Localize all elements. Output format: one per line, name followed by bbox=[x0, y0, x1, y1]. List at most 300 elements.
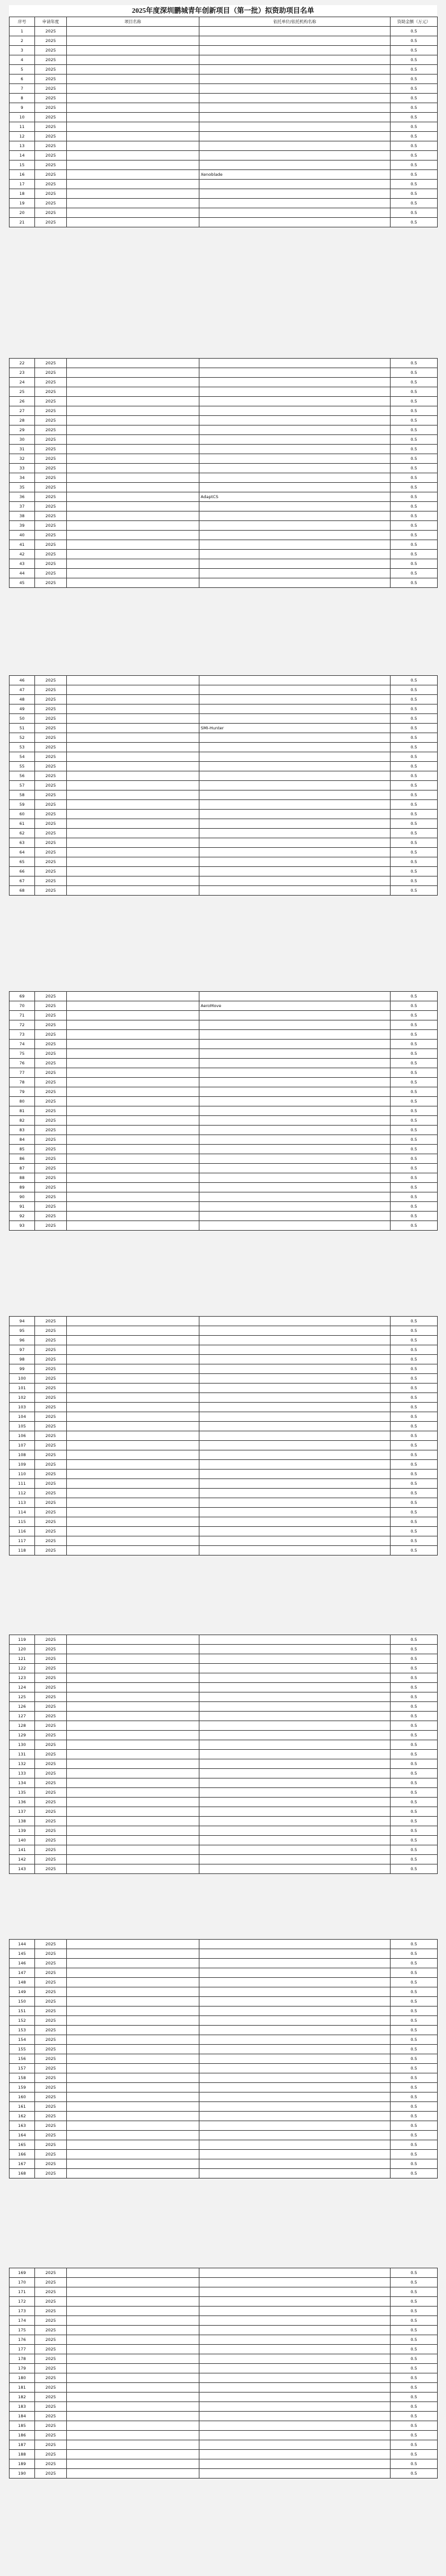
table-row bbox=[10, 705, 438, 714]
cell-amount: 0.5 bbox=[391, 1164, 438, 1173]
table-row bbox=[10, 819, 438, 829]
cell-index: 9 bbox=[10, 103, 35, 113]
cell-index: 21 bbox=[10, 218, 35, 227]
cell-index: 48 bbox=[10, 695, 35, 705]
table-row bbox=[10, 36, 438, 46]
cell-year: 2025 bbox=[35, 1460, 67, 1470]
cell-index: 157 bbox=[10, 2064, 35, 2073]
cell-amount: 0.5 bbox=[391, 877, 438, 886]
table-row bbox=[10, 1978, 438, 1987]
cell-year: 2025 bbox=[35, 368, 67, 378]
table-row bbox=[10, 483, 438, 492]
table-row bbox=[10, 800, 438, 810]
cell-amount: 0.5 bbox=[391, 2440, 438, 2450]
cell-project-name bbox=[67, 2431, 199, 2440]
cell-index: 181 bbox=[10, 2383, 35, 2393]
cell-amount: 0.5 bbox=[391, 2016, 438, 2026]
cell-project-name bbox=[67, 1431, 199, 1441]
cell-index: 23 bbox=[10, 368, 35, 378]
cell-amount: 0.5 bbox=[391, 1374, 438, 1384]
cell-amount: 0.5 bbox=[391, 1845, 438, 1855]
cell-year: 2025 bbox=[35, 540, 67, 550]
cell-year: 2025 bbox=[35, 180, 67, 189]
cell-amount: 0.5 bbox=[391, 502, 438, 512]
cell-amount: 0.5 bbox=[391, 752, 438, 762]
cell-year: 2025 bbox=[35, 2326, 67, 2335]
cell-institution bbox=[199, 1740, 391, 1750]
cell-project-name bbox=[67, 2373, 199, 2383]
cell-amount: 0.5 bbox=[391, 992, 438, 1001]
cell-year: 2025 bbox=[35, 2287, 67, 2297]
cell-index: 151 bbox=[10, 2007, 35, 2016]
cell-index: 64 bbox=[10, 848, 35, 857]
table-row bbox=[10, 1864, 438, 1874]
cell-index: 97 bbox=[10, 1345, 35, 1355]
cell-amount: 0.5 bbox=[391, 2112, 438, 2121]
cell-index: 185 bbox=[10, 2421, 35, 2431]
cell-amount: 0.5 bbox=[391, 2268, 438, 2278]
cell-index: 59 bbox=[10, 800, 35, 810]
cell-amount: 0.5 bbox=[391, 1097, 438, 1106]
cell-amount: 0.5 bbox=[391, 800, 438, 810]
cell-index: 131 bbox=[10, 1750, 35, 1759]
table-row bbox=[10, 1164, 438, 1173]
table-row bbox=[10, 2469, 438, 2479]
cell-year: 2025 bbox=[35, 473, 67, 483]
cell-project-name bbox=[67, 1049, 199, 1059]
cell-institution bbox=[199, 464, 391, 473]
cell-institution bbox=[199, 416, 391, 426]
cell-year: 2025 bbox=[35, 1326, 67, 1336]
cell-year: 2025 bbox=[35, 1412, 67, 1422]
cell-year: 2025 bbox=[35, 1836, 67, 1845]
cell-project-name bbox=[67, 2159, 199, 2169]
cell-year: 2025 bbox=[35, 569, 67, 578]
cell-institution bbox=[199, 2268, 391, 2278]
cell-index: 79 bbox=[10, 1087, 35, 1097]
cell-index: 44 bbox=[10, 569, 35, 578]
cell-project-name bbox=[67, 559, 199, 569]
table-row bbox=[10, 676, 438, 685]
table-row bbox=[10, 512, 438, 521]
cell-amount: 0.5 bbox=[391, 2459, 438, 2469]
cell-index: 47 bbox=[10, 685, 35, 695]
cell-institution bbox=[199, 1078, 391, 1087]
cell-index: 113 bbox=[10, 1498, 35, 1508]
cell-institution bbox=[199, 1154, 391, 1164]
cell-index: 130 bbox=[10, 1740, 35, 1750]
cell-year: 2025 bbox=[35, 724, 67, 733]
cell-index: 121 bbox=[10, 1654, 35, 1664]
cell-index: 101 bbox=[10, 1384, 35, 1393]
cell-index: 170 bbox=[10, 2278, 35, 2287]
cell-project-name bbox=[67, 2035, 199, 2045]
cell-project-name bbox=[67, 1011, 199, 1020]
cell-index: 40 bbox=[10, 531, 35, 540]
table-row bbox=[10, 1664, 438, 1673]
table-row bbox=[10, 752, 438, 762]
cell-amount: 0.5 bbox=[391, 2421, 438, 2431]
cell-index: 106 bbox=[10, 1431, 35, 1441]
cell-institution bbox=[199, 1040, 391, 1049]
cell-index: 6 bbox=[10, 75, 35, 84]
cell-amount: 0.5 bbox=[391, 1750, 438, 1759]
cell-project-name bbox=[67, 1997, 199, 2007]
cell-project-name bbox=[67, 848, 199, 857]
cell-index: 154 bbox=[10, 2035, 35, 2045]
cell-project-name bbox=[67, 161, 199, 170]
table-row bbox=[10, 2393, 438, 2402]
cell-amount: 0.5 bbox=[391, 1664, 438, 1673]
cell-project-name bbox=[67, 2278, 199, 2287]
cell-year: 2025 bbox=[35, 1517, 67, 1527]
cell-amount: 0.5 bbox=[391, 1498, 438, 1508]
cell-index: 171 bbox=[10, 2287, 35, 2297]
cell-institution bbox=[199, 2140, 391, 2150]
cell-amount: 0.5 bbox=[391, 1403, 438, 1412]
cell-amount: 0.5 bbox=[391, 2093, 438, 2102]
cell-institution bbox=[199, 1498, 391, 1508]
table-row bbox=[10, 2326, 438, 2335]
cell-amount: 0.5 bbox=[391, 1221, 438, 1231]
cell-index: 107 bbox=[10, 1441, 35, 1450]
cell-index: 1 bbox=[10, 27, 35, 36]
cell-institution bbox=[199, 1173, 391, 1183]
cell-year: 2025 bbox=[35, 1645, 67, 1654]
cell-project-name bbox=[67, 2450, 199, 2459]
cell-amount: 0.5 bbox=[391, 368, 438, 378]
cell-amount: 0.5 bbox=[391, 2431, 438, 2440]
cell-index: 3 bbox=[10, 46, 35, 55]
table-row bbox=[10, 1527, 438, 1536]
cell-project-name bbox=[67, 1030, 199, 1040]
cell-year: 2025 bbox=[35, 378, 67, 387]
cell-index: 134 bbox=[10, 1778, 35, 1788]
cell-amount: 0.5 bbox=[391, 1412, 438, 1422]
cell-year: 2025 bbox=[35, 189, 67, 199]
cell-amount: 0.5 bbox=[391, 122, 438, 132]
table-row bbox=[10, 724, 438, 733]
cell-year: 2025 bbox=[35, 1374, 67, 1384]
cell-project-name bbox=[67, 791, 199, 800]
cell-institution bbox=[199, 1097, 391, 1106]
header-index: 序号 bbox=[10, 17, 35, 27]
cell-project-name bbox=[67, 1845, 199, 1855]
cell-year: 2025 bbox=[35, 2335, 67, 2345]
table-row bbox=[10, 2335, 438, 2345]
cell-amount: 0.5 bbox=[391, 791, 438, 800]
table-row bbox=[10, 199, 438, 208]
cell-project-name bbox=[67, 2169, 199, 2179]
cell-institution bbox=[199, 1673, 391, 1683]
cell-institution bbox=[199, 2297, 391, 2307]
cell-institution bbox=[199, 1645, 391, 1654]
cell-index: 84 bbox=[10, 1135, 35, 1145]
cell-year: 2025 bbox=[35, 1059, 67, 1068]
table-row bbox=[10, 1654, 438, 1664]
table-row bbox=[10, 1683, 438, 1692]
cell-project-name bbox=[67, 1546, 199, 1556]
cell-index: 111 bbox=[10, 1479, 35, 1489]
cell-index: 147 bbox=[10, 1968, 35, 1978]
cell-index: 120 bbox=[10, 1645, 35, 1654]
cell-project-name bbox=[67, 1001, 199, 1011]
cell-amount: 0.5 bbox=[391, 1326, 438, 1336]
cell-index: 102 bbox=[10, 1393, 35, 1403]
cell-project-name bbox=[67, 1059, 199, 1068]
cell-institution bbox=[199, 1450, 391, 1460]
cell-year: 2025 bbox=[35, 1817, 67, 1826]
cell-amount: 0.5 bbox=[391, 208, 438, 218]
cell-index: 165 bbox=[10, 2140, 35, 2150]
cell-institution bbox=[199, 1431, 391, 1441]
cell-index: 66 bbox=[10, 867, 35, 877]
cell-amount: 0.5 bbox=[391, 55, 438, 65]
cell-index: 135 bbox=[10, 1788, 35, 1798]
cell-year: 2025 bbox=[35, 1855, 67, 1864]
cell-index: 117 bbox=[10, 1536, 35, 1546]
cell-index: 76 bbox=[10, 1059, 35, 1068]
cell-institution bbox=[199, 800, 391, 810]
funding-table bbox=[9, 1939, 438, 2179]
cell-amount: 0.5 bbox=[391, 359, 438, 368]
funding-table bbox=[9, 2268, 438, 2479]
cell-index: 82 bbox=[10, 1116, 35, 1126]
cell-project-name bbox=[67, 1635, 199, 1645]
cell-institution bbox=[199, 1949, 391, 1959]
funding-table bbox=[9, 675, 438, 896]
cell-amount: 0.5 bbox=[391, 1769, 438, 1778]
cell-index: 58 bbox=[10, 791, 35, 800]
document-title: 2025年度深圳鹏城青年创新项目（第一批）拟资助项目名单 bbox=[132, 7, 314, 15]
cell-index: 137 bbox=[10, 1807, 35, 1817]
cell-institution bbox=[199, 1412, 391, 1422]
cell-project-name bbox=[67, 1759, 199, 1769]
cell-institution bbox=[199, 1508, 391, 1517]
table-row bbox=[10, 2278, 438, 2287]
cell-institution bbox=[199, 685, 391, 695]
table-row bbox=[10, 1470, 438, 1479]
table-row bbox=[10, 1049, 438, 1059]
table-row bbox=[10, 2421, 438, 2431]
cell-institution bbox=[199, 2307, 391, 2316]
cell-year: 2025 bbox=[35, 1192, 67, 1202]
cell-project-name bbox=[67, 2026, 199, 2035]
cell-institution bbox=[199, 2354, 391, 2364]
cell-project-name bbox=[67, 1345, 199, 1355]
cell-project-name bbox=[67, 2412, 199, 2421]
cell-amount: 0.5 bbox=[391, 2287, 438, 2297]
table-body bbox=[10, 359, 438, 588]
cell-project-name bbox=[67, 992, 199, 1001]
table-row bbox=[10, 733, 438, 743]
cell-institution bbox=[199, 1864, 391, 1874]
table-row bbox=[10, 180, 438, 189]
cell-index: 90 bbox=[10, 1192, 35, 1202]
cell-institution bbox=[199, 867, 391, 877]
cell-project-name bbox=[67, 2440, 199, 2450]
table-row bbox=[10, 2287, 438, 2297]
cell-index: 158 bbox=[10, 2073, 35, 2083]
cell-project-name bbox=[67, 705, 199, 714]
cell-year: 2025 bbox=[35, 1845, 67, 1855]
header-year: 申请年度 bbox=[35, 17, 67, 27]
cell-institution bbox=[199, 454, 391, 464]
cell-index: 57 bbox=[10, 781, 35, 791]
table-row bbox=[10, 550, 438, 559]
cell-year: 2025 bbox=[35, 2373, 67, 2383]
cell-project-name bbox=[67, 531, 199, 540]
cell-project-name bbox=[67, 2402, 199, 2412]
cell-year: 2025 bbox=[35, 161, 67, 170]
cell-institution bbox=[199, 1145, 391, 1154]
cell-year: 2025 bbox=[35, 27, 67, 36]
cell-year: 2025 bbox=[35, 848, 67, 857]
cell-index: 116 bbox=[10, 1527, 35, 1536]
cell-index: 188 bbox=[10, 2450, 35, 2459]
cell-project-name bbox=[67, 1317, 199, 1326]
table-row bbox=[10, 521, 438, 531]
cell-year: 2025 bbox=[35, 1721, 67, 1731]
cell-institution bbox=[199, 473, 391, 483]
cell-year: 2025 bbox=[35, 1968, 67, 1978]
cell-institution bbox=[199, 2412, 391, 2421]
cell-institution bbox=[199, 2364, 391, 2373]
cell-project-name bbox=[67, 1489, 199, 1498]
cell-project-name bbox=[67, 1769, 199, 1778]
cell-institution bbox=[199, 1374, 391, 1384]
cell-project-name bbox=[67, 1978, 199, 1987]
cell-institution bbox=[199, 1692, 391, 1702]
table-body bbox=[10, 1940, 438, 2179]
cell-amount: 0.5 bbox=[391, 1864, 438, 1874]
table-row bbox=[10, 1987, 438, 1997]
table-row bbox=[10, 2112, 438, 2121]
cell-institution bbox=[199, 2459, 391, 2469]
table-row bbox=[10, 2450, 438, 2459]
cell-amount: 0.5 bbox=[391, 685, 438, 695]
table-row bbox=[10, 1097, 438, 1106]
cell-institution bbox=[199, 733, 391, 743]
cell-project-name bbox=[67, 2121, 199, 2131]
cell-project-name bbox=[67, 1403, 199, 1412]
cell-index: 14 bbox=[10, 151, 35, 161]
table-row bbox=[10, 445, 438, 454]
cell-year: 2025 bbox=[35, 2035, 67, 2045]
header-project-name: 项目名称 bbox=[67, 17, 199, 27]
cell-institution bbox=[199, 426, 391, 435]
cell-institution bbox=[199, 2054, 391, 2064]
cell-year: 2025 bbox=[35, 464, 67, 473]
cell-project-name bbox=[67, 1788, 199, 1798]
cell-project-name bbox=[67, 1126, 199, 1135]
cell-index: 174 bbox=[10, 2316, 35, 2326]
cell-year: 2025 bbox=[35, 1546, 67, 1556]
cell-index: 109 bbox=[10, 1460, 35, 1470]
cell-index: 67 bbox=[10, 877, 35, 886]
table-row bbox=[10, 2007, 438, 2016]
cell-institution bbox=[199, 113, 391, 122]
cell-institution: AdaptCS bbox=[199, 492, 391, 502]
table-row bbox=[10, 2102, 438, 2112]
cell-index: 166 bbox=[10, 2150, 35, 2159]
cell-project-name bbox=[67, 1116, 199, 1126]
cell-index: 16 bbox=[10, 170, 35, 180]
cell-year: 2025 bbox=[35, 2364, 67, 2373]
cell-institution bbox=[199, 1798, 391, 1807]
cell-institution bbox=[199, 550, 391, 559]
cell-project-name bbox=[67, 103, 199, 113]
cell-institution bbox=[199, 559, 391, 569]
cell-year: 2025 bbox=[35, 2459, 67, 2469]
cell-index: 144 bbox=[10, 1940, 35, 1949]
table-row bbox=[10, 810, 438, 819]
cell-amount: 0.5 bbox=[391, 1049, 438, 1059]
cell-project-name bbox=[67, 1778, 199, 1788]
table-row bbox=[10, 2345, 438, 2354]
cell-year: 2025 bbox=[35, 1202, 67, 1212]
cell-project-name bbox=[67, 829, 199, 838]
cell-year: 2025 bbox=[35, 705, 67, 714]
cell-year: 2025 bbox=[35, 94, 67, 103]
table-row bbox=[10, 2016, 438, 2026]
table-row bbox=[10, 1345, 438, 1355]
table-row bbox=[10, 1460, 438, 1470]
cell-institution bbox=[199, 781, 391, 791]
cell-project-name bbox=[67, 502, 199, 512]
cell-year: 2025 bbox=[35, 2307, 67, 2316]
cell-institution bbox=[199, 1106, 391, 1116]
cell-amount: 0.5 bbox=[391, 1040, 438, 1049]
cell-index: 41 bbox=[10, 540, 35, 550]
table-row bbox=[10, 1173, 438, 1183]
cell-index: 30 bbox=[10, 435, 35, 445]
cell-amount: 0.5 bbox=[391, 180, 438, 189]
cell-year: 2025 bbox=[35, 1221, 67, 1231]
cell-project-name bbox=[67, 84, 199, 94]
cell-year: 2025 bbox=[35, 2026, 67, 2035]
cell-project-name bbox=[67, 714, 199, 724]
page-3 bbox=[9, 675, 437, 896]
cell-institution bbox=[199, 2112, 391, 2121]
cell-amount: 0.5 bbox=[391, 435, 438, 445]
cell-project-name bbox=[67, 1470, 199, 1479]
table-row bbox=[10, 848, 438, 857]
cell-amount: 0.5 bbox=[391, 781, 438, 791]
cell-year: 2025 bbox=[35, 771, 67, 781]
cell-project-name bbox=[67, 1498, 199, 1508]
cell-amount: 0.5 bbox=[391, 733, 438, 743]
header-institution: 依托单位/依托机构名称 bbox=[199, 17, 391, 27]
cell-institution bbox=[199, 2007, 391, 2016]
cell-amount: 0.5 bbox=[391, 1731, 438, 1740]
cell-index: 127 bbox=[10, 1712, 35, 1721]
cell-amount: 0.5 bbox=[391, 1817, 438, 1826]
cell-year: 2025 bbox=[35, 2450, 67, 2459]
cell-project-name bbox=[67, 151, 199, 161]
page-5 bbox=[9, 1316, 437, 1556]
table-row bbox=[10, 1702, 438, 1712]
cell-project-name bbox=[67, 199, 199, 208]
cell-year: 2025 bbox=[35, 151, 67, 161]
cell-index: 189 bbox=[10, 2459, 35, 2469]
cell-institution bbox=[199, 752, 391, 762]
cell-project-name bbox=[67, 2316, 199, 2326]
table-body bbox=[10, 1317, 438, 1556]
cell-project-name bbox=[67, 1173, 199, 1183]
cell-amount: 0.5 bbox=[391, 848, 438, 857]
cell-index: 18 bbox=[10, 189, 35, 199]
